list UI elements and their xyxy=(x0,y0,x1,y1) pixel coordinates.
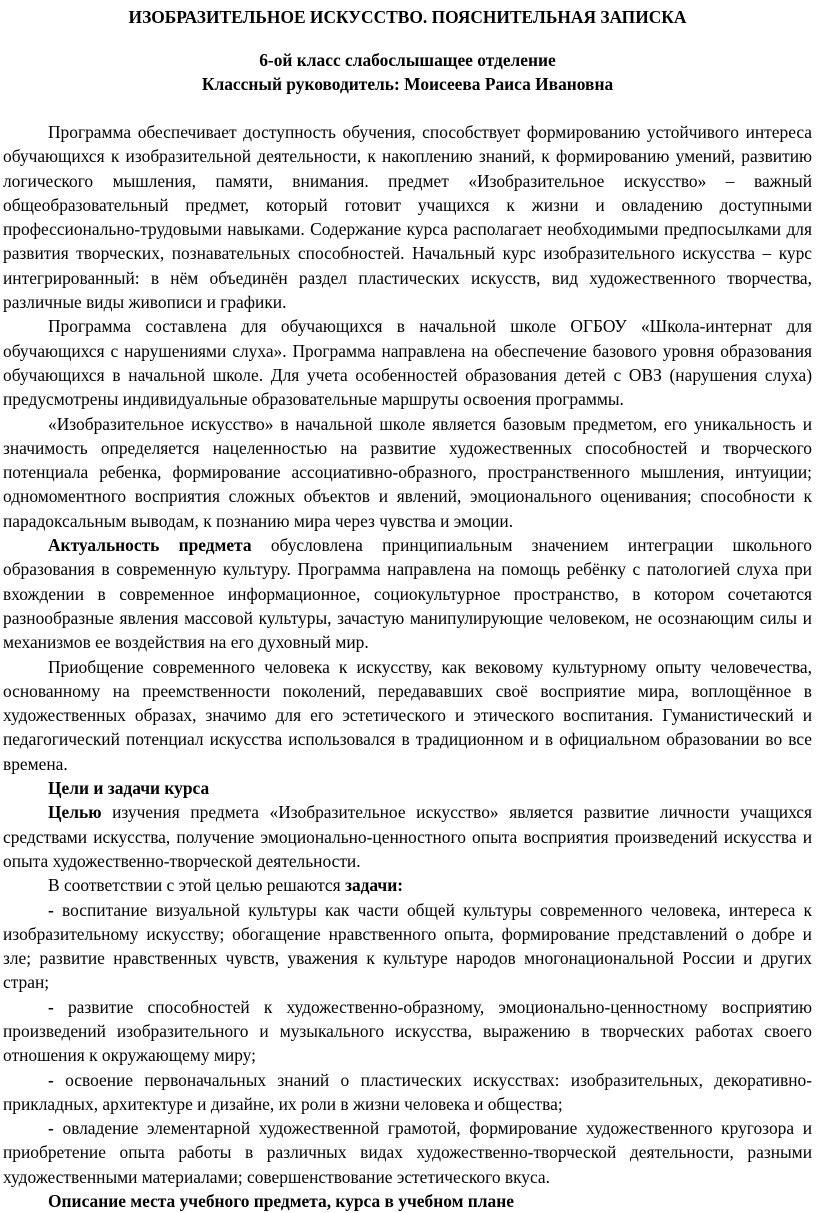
task-item-3 xyxy=(3,1068,812,1117)
teacher-subtitle: Классный руководитель: Моисеева Раиса Ивановна xyxy=(201,74,614,94)
tasks-label: задачи: xyxy=(344,875,404,896)
task-item-2 xyxy=(3,995,812,1068)
task-text-2: развитие способностей к художественно-образному, эмоционально-ценностному восприятию произведений изобразительного и музыкального искусства, выражению в творческих работах своего отношения к окружающему миру; xyxy=(3,996,813,1066)
task-text-1: воспитание визуальной культуры как части общей культуры современного человека, интереса к изобразительному искусству; обогащение нравственного опыта, формирование представлений о добре и зле; развитие нравственных чувств, уважения к культуре народов многонациональной России и других стран; xyxy=(3,899,812,993)
tasks-intro-text: В соответствии с этой целью решаются xyxy=(48,875,345,896)
document-title: ИЗОБРАЗИТЕЛЬНОЕ ИСКУССТВО. ПОЯСНИТЕЛЬНАЯ ЗАПИСКА xyxy=(128,7,687,27)
task-dash: - xyxy=(48,1118,63,1139)
goals-heading xyxy=(3,776,812,800)
goal-text: изучения предмета «Изобразительное искусство» является развитие личности учащихся средствами искусства, получение эмоционально-ценностного опыта восприятия произведений искусства и опыта художественно-творческой деятельности. xyxy=(3,802,812,871)
relevance-text: обусловлена принципиальным значением интеграции школьного образования в современную культуру. Программа направлена на помощь ребёнку с патологией слуха при вхождении в современное информационное, социокультурное пространство, в котором сочетаются разнообразные явления массовой культуры, зачастую манипулирующие человеком, не осознающим силы и механизмов ее воздействия на его духовный мир. xyxy=(3,535,812,653)
document-body xyxy=(3,120,812,1213)
paragraph-humanism: Приобщение современного человека к искусству, как вековому культурному опыту человечества, основанному на преемственности поколений, передававших своё восприятие мира, воплощённое в художественных образах, значимо для его эстетического и этического воспитания. Гуманистический и педагогический потенциал искусства использовался в традиционном и в официальном образовании во все времена. xyxy=(3,656,812,774)
place-heading xyxy=(3,1189,812,1213)
paragraph-program: Программа составлена для обучающихся в начальной школе ОГБОУ «Школа-интернат для обучающихся с нарушениями слуха». Программа направлена на обеспечение базового уровня образования обучающихся в начальной школе. Для учета особенностей образования детей с ОВЗ (нарушения слуха) предусмотрены индивидуальные образовательные маршруты освоения программы. xyxy=(3,316,812,410)
class-subtitle: 6-ой класс слабослышащее отделение xyxy=(259,50,556,70)
goal-label: Целью xyxy=(48,802,102,823)
place-heading-text: Описание места учебного предмета, курса в учебном плане xyxy=(48,1191,514,1212)
paragraph-tasks-intro xyxy=(3,873,812,897)
paragraph-goal xyxy=(3,800,812,873)
task-dash: - xyxy=(48,996,68,1017)
paragraph-intro: Программа обеспечивает доступность обучения, способствует формированию устойчивого интереса обучающихся к изобразительной деятельности, к накоплению знаний, к формированию умений, развитию логического мышления, памяти, внимания. предмет «Изобразительное искусство» – важный общеобразовательный предмет, который готовит учащихся к жизни и овладению доступными профессионально-трудовыми навыками. Содержание курса располагает необходимыми предпосылками для развития творческих, познавательных способностей. Начальный курс изобразительного искусства – курс интегрированный: в нём объединён раздел пластических искусств, вид художественного творчества, различные виды живописи и графики. xyxy=(3,122,812,313)
goals-heading-text: Цели и задачи курса xyxy=(48,778,210,799)
task-text-4: овладение элементарной художественной грамотой, формирование художественного кругозора и приобретение опыта работы в различных видах художественно-творческой деятельности, разными художественными материалами; совершенствование эстетического вкуса. xyxy=(3,1118,812,1187)
task-text-3: освоение первоначальных знаний о пластических искусствах: изобразительных, декоративно-прикладных, архитектуре и дизайне, их роли в жизни человека и общества; xyxy=(3,1069,813,1114)
task-dash: - xyxy=(48,899,63,920)
task-item-4 xyxy=(3,1116,812,1189)
task-item-1 xyxy=(3,898,812,995)
paragraph-subject: «Изобразительное искусство» в начальной школе является базовым предметом, его уникальность и значимость определяется нацеленностью на развитие художественных способностей и творческого потенциала ребенка, формирование ассоциативно-образного, пространственного мышления, интуиции; одномоментного восприятия сложных объектов и явлений, эмоционального оценивания; способности к парадоксальным выводам, к познанию мира через чувства и эмоции. xyxy=(3,413,812,531)
paragraph-relevance xyxy=(3,533,812,654)
relevance-heading: Актуальность предмета xyxy=(48,535,252,556)
task-dash: - xyxy=(48,1069,66,1090)
